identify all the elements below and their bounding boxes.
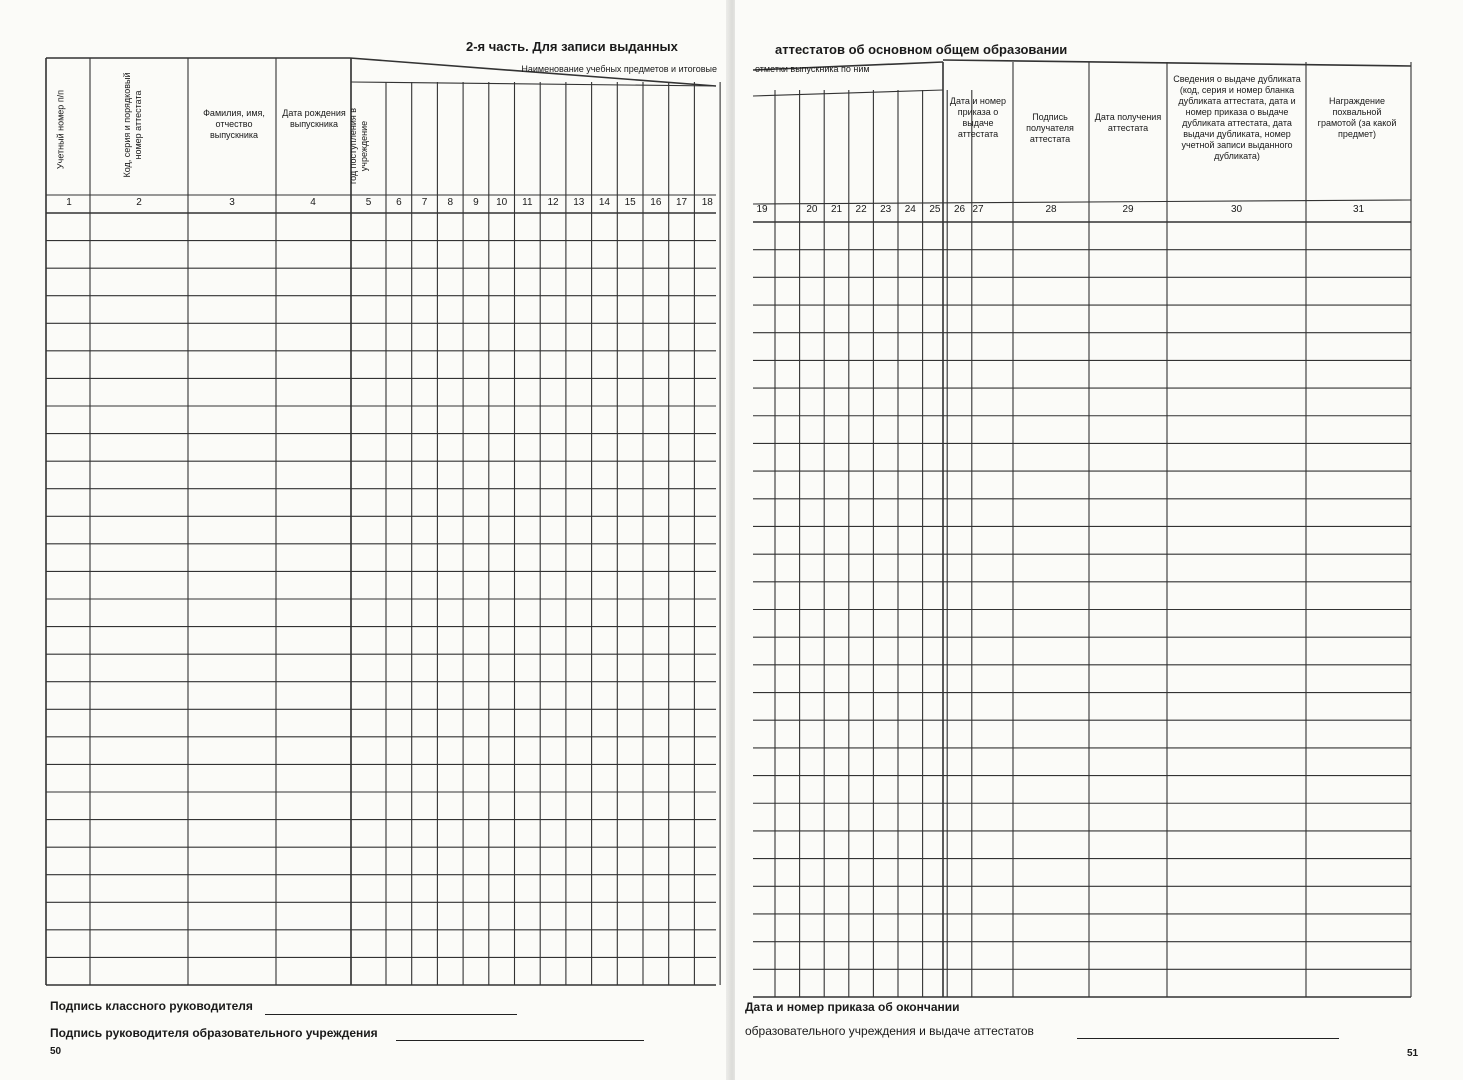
left-column-number-11: 11	[522, 197, 533, 208]
header-certificate-code: Код, серия и порядковый номер аттестата	[122, 72, 143, 178]
order-label-line1: Дата и номер приказа об окончании	[745, 1000, 960, 1014]
signature-head-label: Подпись руководителя образовательного учреждения	[50, 1026, 378, 1040]
header-subjects: Наименование учебных предметов и итоговые	[521, 64, 717, 74]
left-column-number-7: 7	[421, 197, 428, 208]
right-column-number-23: 23	[880, 204, 892, 215]
header-marks: отметки выпускника по ним	[755, 64, 870, 74]
right-marks-sub-border	[753, 90, 943, 96]
right-page	[735, 0, 1463, 1080]
right-column-number-24: 24	[904, 204, 916, 215]
right-column-number-30: 30	[1230, 204, 1243, 215]
left-column-number-10: 10	[496, 197, 508, 208]
left-column-number-14: 14	[598, 197, 610, 208]
right-column-number-19: 19	[756, 204, 768, 215]
right-column-number-26: 26	[953, 204, 966, 215]
header-recipient-signature: Подпись получателя аттестата	[1026, 112, 1074, 144]
header-award: Награждение похвальной грамотой (за какой предмет)	[1317, 96, 1397, 139]
right-column-number-21: 21	[830, 204, 843, 215]
left-column-number-17: 17	[675, 197, 688, 208]
right-column-number-25: 25	[929, 204, 941, 215]
left-column-number-8: 8	[447, 197, 454, 208]
left-column-number-4: 4	[310, 197, 316, 208]
left-column-number-15: 15	[624, 197, 636, 208]
signature-class-teacher-label: Подпись классного руководителя	[50, 999, 253, 1013]
left-column-number-3: 3	[229, 197, 235, 208]
right-page-title: аттестатов об основном общем образовании	[775, 42, 1068, 57]
left-column-number-18: 18	[701, 197, 713, 208]
right-column-number-29: 29	[1122, 204, 1134, 215]
left-column-number-12: 12	[547, 197, 559, 208]
right-column-number-27: 27	[972, 204, 984, 215]
left-page-number: 50	[50, 1046, 62, 1057]
header-admission-year: год поступления в учреждение	[348, 107, 369, 185]
order-label-line2: образовательного учреждения и выдаче аттестатов	[745, 1024, 1034, 1038]
order-line[interactable]	[1077, 1038, 1339, 1039]
right-column-number-31: 31	[1352, 204, 1365, 215]
right-table-grid	[735, 0, 1463, 1080]
header-receipt-date: Дата получения аттестата	[1094, 112, 1162, 133]
left-page	[0, 0, 728, 1080]
left-page-title: 2-я часть. Для записи выданных	[466, 39, 678, 54]
signature-head-line[interactable]	[396, 1040, 644, 1041]
header-duplicate-info: Сведения о выдаче дубликата (код, серия и номер бланка дубликата аттестата, дата и номер приказа о выдаче дубликата аттестата, дата выдачи дубликата, номер учетной записи выданного дубликата)	[1173, 74, 1301, 161]
header-order-issue: Дата и номер приказа о выдаче аттестата	[949, 96, 1007, 139]
left-column-number-13: 13	[573, 197, 585, 208]
left-column-number-16: 16	[650, 197, 662, 208]
header-record-number: Учетный номер п/п	[55, 89, 66, 170]
right-page-number: 51	[1407, 1048, 1419, 1059]
right-column-number-20: 20	[806, 204, 818, 215]
left-column-number-2: 2	[136, 197, 142, 208]
left-column-number-9: 9	[473, 197, 479, 208]
right-column-number-28: 28	[1045, 204, 1057, 215]
left-column-number-5: 5	[365, 197, 372, 208]
header-birth-date: Дата рождения выпускника	[282, 108, 346, 129]
signature-class-teacher-line[interactable]	[265, 1014, 517, 1015]
header-full-name: Фамилия, имя, отчество выпускника	[203, 108, 265, 140]
left-column-number-1: 1	[66, 197, 72, 208]
right-column-number-22: 22	[855, 204, 867, 215]
left-column-number-6: 6	[396, 197, 402, 208]
